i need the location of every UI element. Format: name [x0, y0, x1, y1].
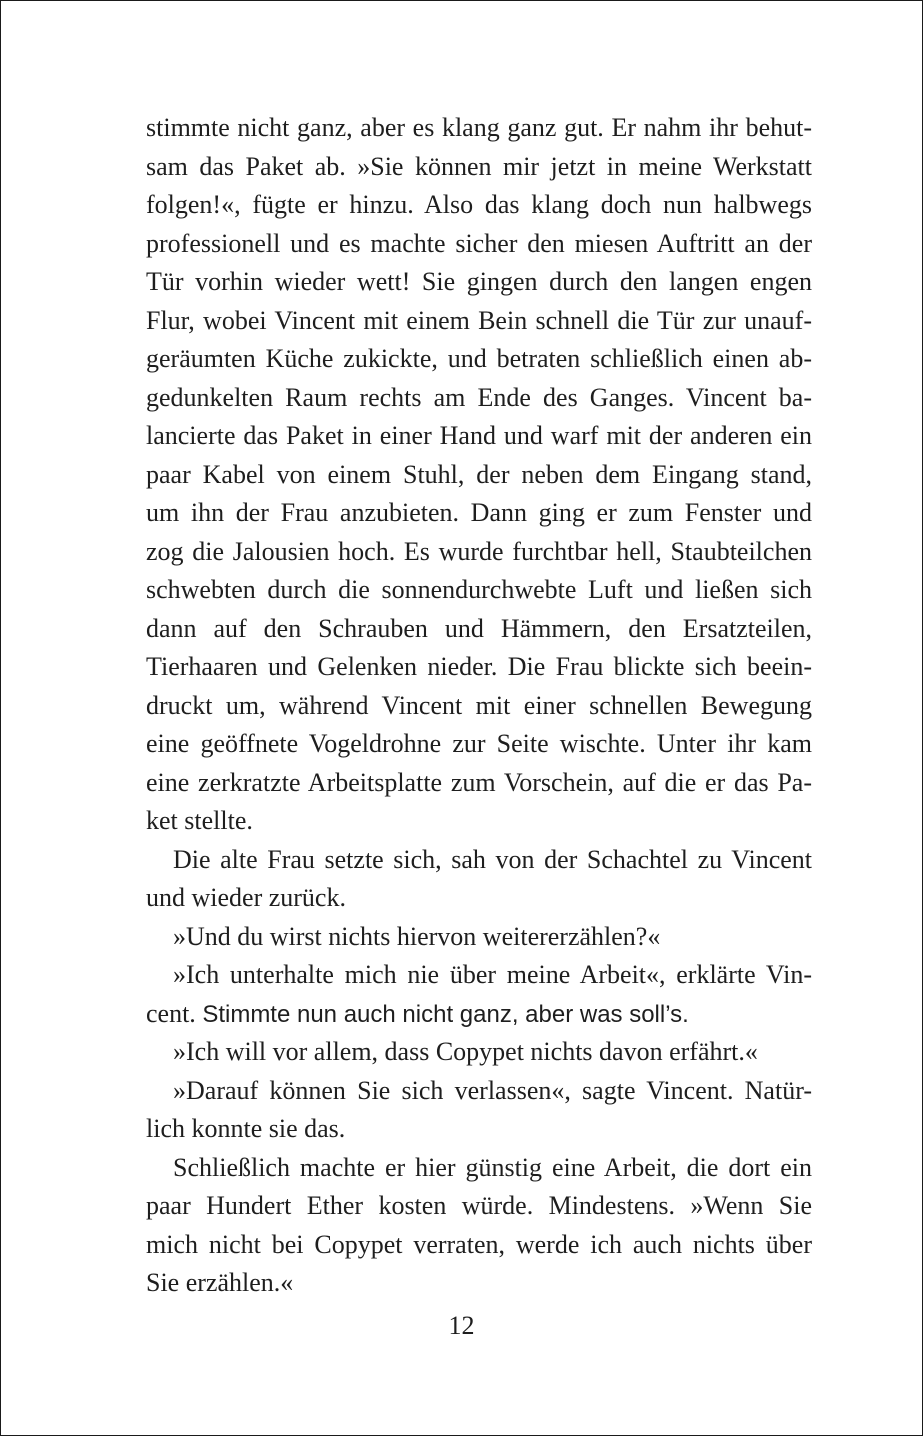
text-line: lancierte das Paket in einer Hand und warf mit der anderen ein — [146, 421, 812, 450]
body-text — [146, 109, 812, 1303]
text-line: Tierhaaren und Gelenken nieder. Die Frau blickte sich beein- — [146, 652, 812, 681]
page-number: 12 — [448, 1311, 475, 1340]
text-fragment-sans: Stimmte nun auch nicht ganz, aber was soll’s. — [202, 1000, 689, 1028]
text-line: »Ich unterhalte mich nie über meine Arbeit«, erklärte Vin- — [173, 960, 812, 989]
text-line: gedunkelten Raum rechts am Ende des Ganges. Vincent ba- — [146, 382, 812, 412]
text-line: ket stellte. — [146, 806, 253, 835]
text-line: und wieder zurück. — [146, 883, 346, 912]
text-line: »Darauf können Sie sich verlassen«, sagte Vincent. Natür- — [173, 1075, 812, 1105]
text-line: Schließlich machte er hier günstig eine Arbeit, die dort ein — [173, 1152, 812, 1182]
text-line: paar Kabel von einem Stuhl, der neben dem Eingang stand, — [146, 459, 812, 489]
text-line: eine geöffnete Vogeldrohne zur Seite wischte. Unter ihr kam — [146, 729, 812, 758]
text-line: um ihn der Frau anzubieten. Dann ging er zum Fenster und — [146, 498, 812, 527]
text-line: folgen!«, fügte er hinzu. Also das klang doch nun halbwegs — [146, 190, 812, 219]
text-line: eine zerkratzte Arbeitsplatte zum Vorschein, auf die er das Pa- — [146, 767, 812, 797]
text-line: professionell und es machte sicher den miesen Auftritt an der — [146, 228, 812, 258]
text-line: »Und du wirst nichts hiervon weitererzählen?« — [173, 921, 661, 951]
text-line: Sie erzählen.« — [146, 1268, 294, 1297]
text-line: mich nicht bei Copypet verraten, werde ich auch nichts über — [146, 1229, 812, 1259]
text-line: »Ich will vor allem, dass Copypet nichts davon erfährt.« — [173, 1037, 758, 1066]
text-fragment: cent. — [146, 998, 196, 1028]
text-line: Flur, wobei Vincent mit einem Bein schnell die Tür zur unauf- — [146, 305, 812, 335]
text-line: zog die Jalousien hoch. Es wurde furchtbar hell, Staubteilchen — [146, 536, 812, 566]
text-line: stimmte nicht ganz, aber es klang ganz gut. Er nahm ihr behut- — [146, 113, 812, 142]
text-line: Tür vorhin wieder wett! Sie gingen durch den langen engen — [146, 267, 812, 296]
text-line: Die alte Frau setzte sich, sah von der Schachtel zu Vincent — [173, 844, 812, 874]
text-line: lich konnte sie das. — [146, 1114, 346, 1143]
text-line: paar Hundert Ether kosten würde. Mindestens. »Wenn Sie — [146, 1191, 812, 1220]
text-line: druckt um, während Vincent mit einer schnellen Bewegung — [146, 690, 812, 720]
text-line: schwebten durch die sonnendurchwebte Luft und ließen sich — [146, 575, 812, 604]
text-line — [146, 995, 812, 1034]
text-line: geräumten Küche zukickte, und betraten schließlich einen ab- — [146, 344, 812, 373]
text-line: dann auf den Schrauben und Hämmern, den Ersatzteilen, — [146, 613, 812, 643]
text-line: sam das Paket ab. »Sie können mir jetzt in meine Werkstatt — [146, 151, 812, 181]
